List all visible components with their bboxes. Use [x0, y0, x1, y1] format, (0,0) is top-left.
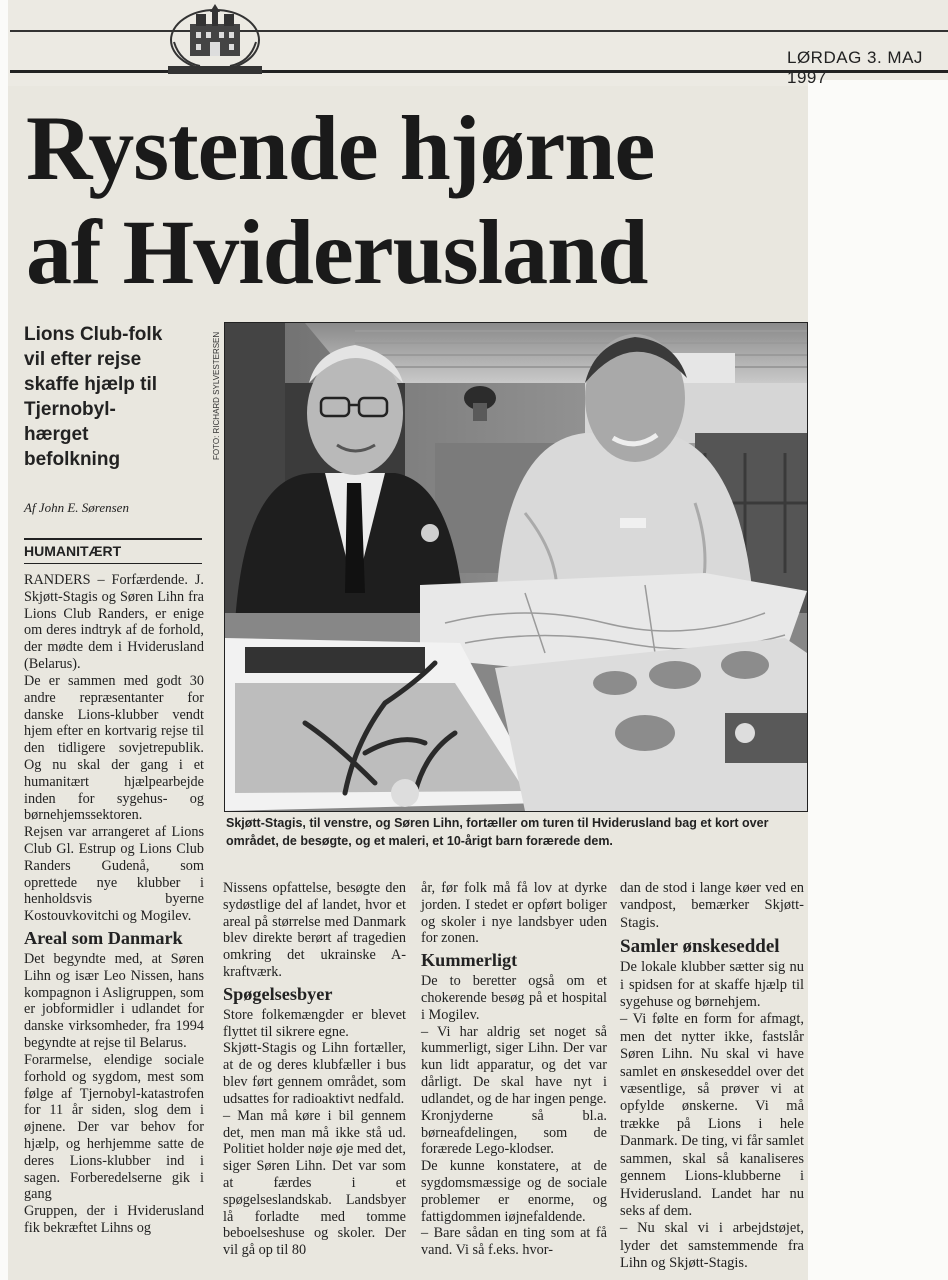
subhead: Kummerligt: [421, 950, 518, 971]
paragraph: dan de stod i lange køer ved en vandpost, bemærker Skjøtt-Stagis.: [620, 880, 804, 931]
paragraph: – Bare sådan en ting som at få vand. Vi så f.eks. hvor-: [421, 1225, 607, 1259]
publication-date: LØRDAG 3. MAJ 1997: [787, 48, 923, 87]
subheadline-line: Lions Club-folk: [24, 324, 163, 345]
paragraph: Skjøtt-Stagis og Lihn fortæller, at de og deres klubfæller i bus blev ført gennem området, som udsattes for radioaktivt nedfald.: [223, 1040, 406, 1107]
article-column-1: [24, 572, 204, 1237]
newspaper-crest-logo: [160, 2, 270, 78]
section-rule: [24, 538, 202, 540]
subheadline-line: befolkning: [24, 449, 121, 470]
subheadline-line: hærget: [24, 424, 89, 445]
article-column-3: [421, 880, 607, 1259]
masthead-rule-top: [10, 30, 948, 32]
paragraph: RANDERS – Forfærdende. J. Skjøtt-Stagis og Søren Lihn fra Lions Club Randers, er enige om deres indtryk af de forhold, der mødte dem i Hviderusland (Belarus).: [24, 572, 204, 673]
paragraph: Det begyndte med, at Søren Lihn og især Leo Nissen, hans kompagnon i Asligruppen, som er jobformidler i udlandet for danske virksomheder, fra 1994 begyndte at rejse til Belarus.: [24, 951, 204, 1052]
subheadline-line: Tjernobyl-: [24, 399, 116, 420]
paragraph: De er sammen med godt 30 andre repræsentanter for danske Lions-klubber vendt hjem efter en kortvarig rejse til den tidligere sovjetrepublik. Og nu skal der gang i et humanitært hjælpearbejde inden for sygehus- og børnehjemssektoren.: [24, 672, 204, 824]
paragraph: Forarmelse, elendige sociale forhold og sygdom, mest som følge af Tjernobyl-katastrofen for 11 år siden, slog dem i øjnene. Der var behov for hjælp, og herhjemme satte de deres Lions-klubber ind i sagen. Forberedelserne gik i gang: [24, 1051, 204, 1203]
subhead: Spøgelsesbyer: [223, 983, 333, 1004]
article-column-2: [223, 880, 406, 1259]
subhead: Samler ønskeseddel: [620, 936, 780, 958]
paragraph: – Man må køre i bil gennem det, men man må ikke stå ud. Politiet holder nøje øje med det, siger Søren Lihn. Det var som at færdes i et spøgelseslandskab. Landsbyer lå forladte med tomme beboelseshuse og skoler. Der vil gå op til 80: [223, 1107, 406, 1259]
paragraph: De kunne konstatere, at de sygdomsmæssige og de sociale problemer er enorme, og fattigdommen iøjnefaldende.: [421, 1158, 607, 1225]
section-rule: [24, 563, 202, 564]
paragraph: Nissens opfattelse, besøgte den sydøstlige del af landet, hvor et areal på størrelse med Danmark blev direkte berørt af tragedien omkring det ukrainske A-kraftværk.: [223, 880, 406, 981]
paragraph: Store folkemængder er blevet flyttet til sikrere egne.: [223, 1006, 406, 1040]
headline: [26, 96, 816, 304]
bleed-through-text: [812, 96, 892, 616]
section-label: HUMANITÆRT: [24, 543, 122, 559]
photo-caption: Skjøtt-Stagis, til venstre, og Søren Lihn, fortæller om turen til Hviderusland bag et kort over området, de besøgte, og et maleri, et 10-årigt barn forærede dem.: [226, 816, 769, 848]
paragraph: De lokale klubber sætter sig nu i spidsen for at skaffe hjælp til sygehuse og børnehjem.: [620, 959, 804, 1011]
article-column-4: [620, 880, 804, 1273]
subhead: Areal som Danmark: [24, 928, 183, 949]
paragraph: Gruppen, der i Hviderusland fik bekræftet Lihns og: [24, 1203, 204, 1237]
paragraph: – Nu skal vi i arbejdstøjet, lyder det samstemmende fra Lihn og Skjøtt-Stagis.: [620, 1220, 804, 1272]
headline-line-2: af Hviderusland: [26, 201, 648, 303]
subheadline-line: skaffe hjælp til: [24, 374, 158, 395]
byline: Af John E. Sørensen: [24, 500, 129, 515]
paragraph: De to beretter også om et chokerende besøg på et hospital i Mogilev.: [421, 973, 607, 1023]
paragraph: Kronjyderne så bl.a. børneafdelingen, som de forærede Lego-klodser.: [421, 1107, 607, 1158]
subheadline-line: vil efter rejse: [24, 349, 142, 370]
headline-line-1: Rystende hjørne: [26, 97, 655, 199]
paragraph: år, før folk må få lov at dyrke jorden. I stedet er opført boliger og skoler i nye landsbyer uden for zonen.: [421, 880, 607, 947]
paragraph: Rejsen var arrangeret af Lions Club Gl. Estrup og Lions Club Randers Gudenå, som oprettede nye klubber i henholdsvis byerne Kostouvkovitchi og Mogilev.: [24, 824, 204, 925]
photo-illustration: [225, 323, 807, 811]
paragraph: – Vi har aldrig set noget så kummerligt, siger Lihn. Der var kun lidt apparatur, og det var dårligt. De skal have nyt i udlandet, og de har ingen penge.: [421, 1023, 607, 1107]
subheadline: [24, 322, 214, 472]
article-photo: [224, 322, 808, 812]
paragraph: – Vi følte en form for afmagt, men det nytter ikke, fastslår Søren Lihn. Nu skal vi have samlet en ønskeseddel over det væsentlige, så prøver vi at opfylde ønskerne. Vi må trække på Lions i hele Danmark. De ting, vi får samlet sammen, skal så kanaliseres gennem Lions-klubberne i Hviderusland. Landet har nu seks af dem.: [620, 1011, 805, 1219]
